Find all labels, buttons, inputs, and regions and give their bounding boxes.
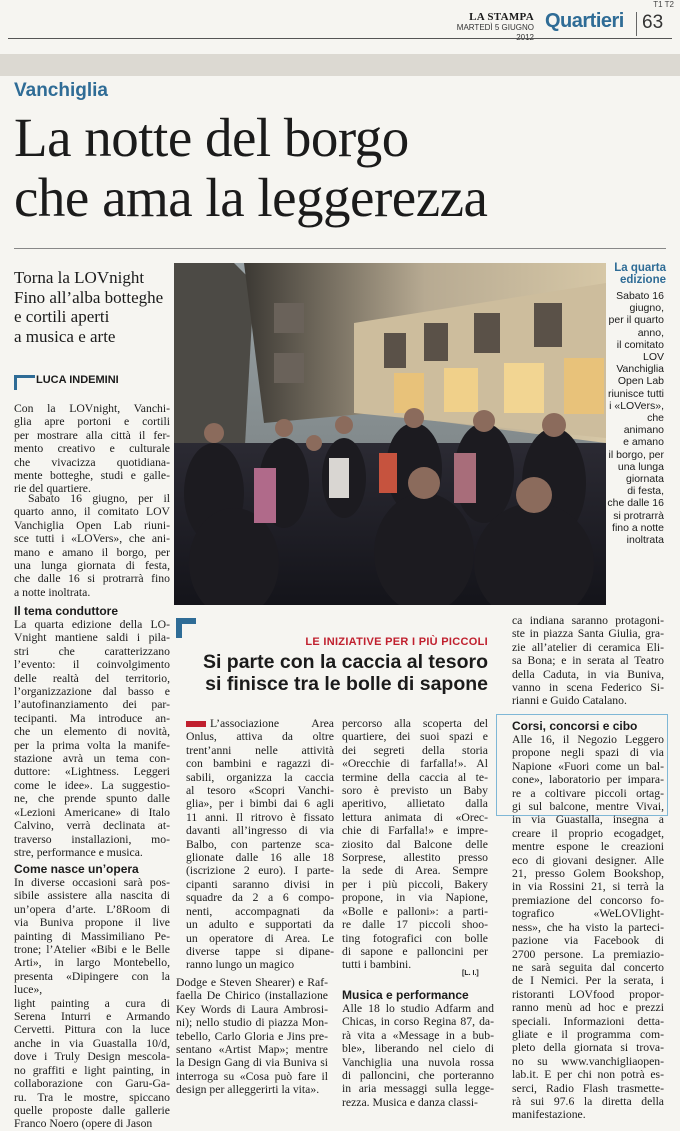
text-line: l’organizzazione dal basso e: [14, 685, 170, 699]
text-line: trone; l’Atelier «Bibi e le Belle: [14, 943, 170, 957]
header-divider: [636, 12, 637, 36]
section-name: Quartieri: [545, 10, 624, 32]
text-line: quartiere, dei suoi spazi e: [342, 730, 488, 744]
text-line: giugno,: [629, 302, 664, 315]
text-line: la sede di Area. Sempre: [342, 864, 488, 878]
text-line: «Bolle e palloni»: a parti-: [342, 904, 488, 918]
article-column-1-p4: [14, 876, 170, 1131]
text-line: re a coltivare piccoli ortag-: [512, 786, 664, 800]
text-line: ziosito dal Balcone delle: [342, 837, 488, 851]
sidebar-headline-line: Si parte con la caccia al tesoro: [202, 651, 488, 673]
sidebar-kicker: LE INIZIATIVE PER I PIÙ PICCOLI: [305, 636, 488, 648]
subhead-line: a musica e arte: [14, 326, 116, 346]
newspaper-name: LA STAMPA: [469, 11, 534, 23]
subhead-line: Torna la LOVnight: [14, 268, 145, 287]
text-line: Vnight mantiene saldi i pila-: [14, 631, 170, 645]
text-line: ru. Tra le mostre, spiccano: [14, 1090, 170, 1104]
text-line: diverse tappe si dipane-: [186, 944, 334, 958]
text-line: Serena Inturri e Armando: [14, 1010, 170, 1024]
article-kicker: Vanchiglia: [14, 80, 108, 101]
text-line: con bambini e ragazzi di-: [186, 757, 334, 771]
text-line: propone negli spazi di via: [512, 746, 664, 760]
text-line: L’associazione Area: [210, 717, 334, 730]
text-line: in via Rossini 21, si terrà la: [512, 880, 664, 894]
text-line: di palloncini, che porteranno: [342, 1069, 494, 1083]
text-line: Con la LOVnight, Vanchi-: [14, 402, 170, 415]
text-line: de I Nemici. Per la serata, i: [512, 974, 664, 988]
text-line: ca indiana saranno protagoni-: [512, 614, 664, 627]
text-line: lettura animata di «Orec-: [342, 810, 488, 824]
text-line: un adulto e supportati da: [186, 918, 334, 932]
caption-text: [604, 290, 664, 546]
text-line: Dodge e Steven Shearer) e Raf-: [176, 976, 328, 989]
text-line: 21, presso Golem Bookshop,: [512, 867, 664, 881]
text-line: ne, che prende spunto dalle: [14, 792, 170, 806]
text-line: Alle 18 lo studio Adfarm and: [342, 1002, 494, 1015]
text-line: Sabato 16: [616, 290, 664, 302]
text-line: LOV: [642, 351, 664, 364]
text-line: di sapone e palloncini per: [342, 944, 488, 958]
text-line: interroga su «Cosa può fare il: [176, 1069, 328, 1083]
text-line: delle realtà del territorio,: [14, 671, 170, 685]
text-line: ste in piazza Santa Giulia, gra-: [512, 627, 664, 641]
text-line: in aria messaggi sulla legge-: [342, 1082, 494, 1096]
text-line: no su www.vanchigliaopen-: [512, 1054, 664, 1068]
text-line: Vanchiglia Open Lab riuni-: [14, 518, 170, 532]
page-code: T1 T2: [653, 0, 674, 9]
text-line: al tesoro «Scopri Vanchi-: [186, 784, 334, 798]
text-line: riunisce tutti: [607, 387, 664, 400]
sidebar-signature: [L. I.]: [462, 970, 479, 977]
sidebar-headline-line: si finisce tra le bolle di sapone: [205, 673, 488, 695]
text-line: ranno menù ad hoc e prezzi: [512, 1001, 664, 1015]
text-line: Sabato 16 giugno, per il: [28, 492, 170, 505]
text-line: pazione via Facebook di: [512, 934, 664, 948]
text-line: Vanchiglia una nuvola rossa: [342, 1055, 494, 1069]
text-line: Vanchiglia: [616, 363, 664, 376]
text-line: creare il proprio ecogadget,: [512, 826, 664, 840]
caption-title: [608, 262, 666, 286]
text-line: della Caduta, in via Buniva,: [512, 667, 664, 681]
text-line: l’evento: il coinvolgimento: [14, 658, 170, 672]
article-photo: [174, 263, 606, 605]
text-line: 2700 persone. La premiazio-: [512, 947, 664, 961]
text-line: per la prima volta la manife-: [14, 738, 170, 752]
text-line: Key Words di Laura Ambrosi-: [176, 1002, 328, 1016]
text-line: di festa,: [627, 485, 664, 498]
article-column-3: [342, 1002, 494, 1109]
text-line: chie di Farfalla!» e impre-: [342, 824, 488, 838]
text-line: Arti», in largo Montebello,: [14, 956, 170, 970]
text-line: tecipanti. Ma introduce an-: [14, 711, 170, 725]
text-line: re dalle 17 piccoli shoo-: [342, 918, 488, 932]
text-line: sabili, organizza la caccia: [186, 770, 334, 784]
text-line: mentre espone le creazioni: [512, 840, 664, 854]
text-line: ne sarà seguita dal concerto: [512, 960, 664, 974]
text-line: aperitivo, allietato dalla: [342, 797, 488, 811]
text-line: eco di giovani designer. Alle: [512, 853, 664, 867]
text-line: un operatore di Area. Le: [186, 931, 334, 945]
text-line: tografico «WeLOVlight-: [512, 907, 664, 921]
text-line: che vivacizza quotidiana-: [14, 455, 170, 469]
text-line: La quarta: [614, 262, 666, 274]
text-line: termine della caccia al te-: [342, 770, 488, 784]
text-line: trent’anni nelle attività: [186, 743, 334, 757]
text-line: Balbo, con partenze sca-: [186, 837, 334, 851]
text-line: anno,: [637, 326, 664, 339]
issue-date: MARTEDÌ 5 GIUGNO: [456, 23, 534, 32]
subheading-corsi: Corsi, concorsi e cibo: [512, 719, 638, 733]
text-line: In diverse occasioni sarà pos-: [14, 876, 170, 889]
text-line: Onlus, attiva da oltre: [186, 730, 334, 744]
subheading-tema: Il tema conduttore: [14, 604, 119, 618]
byline-mark: [14, 375, 35, 390]
text-line: traverso installazioni, mo-: [14, 832, 170, 846]
top-band: [0, 54, 680, 76]
text-line: propone, in via Napione,: [342, 891, 488, 905]
text-line: pleto della giornata si trova-: [512, 1041, 664, 1055]
text-line: cone», laboratorio per impara-: [512, 773, 664, 787]
subhead-line: Fino all’alba botteghe: [14, 287, 164, 307]
text-line: gliate e il programma com-: [512, 1027, 664, 1041]
text-line: glia», per i bimbi dai 6 agli: [186, 797, 334, 811]
text-line: painting di Massimiliano Pe-: [14, 929, 170, 943]
text-line: no graffiti e light painting, in: [14, 1063, 170, 1077]
text-line: mento creativo e culturale: [14, 442, 170, 456]
text-line: ni); nello studio di piazza Mon-: [176, 1016, 328, 1030]
text-line: nenti, accompagnati da: [186, 904, 334, 918]
article-column-1-p2: [14, 492, 170, 599]
text-line: ness», che ha visto la parteci-: [512, 920, 664, 934]
text-line: sa Bona; e in serata al Teatro: [512, 654, 664, 668]
text-line: inoltrata: [626, 534, 664, 547]
article-subhead: [14, 268, 174, 346]
text-line: giornata: [626, 473, 664, 486]
text-line: una lunga: [617, 460, 664, 473]
byline: LUCA INDEMINI: [36, 374, 119, 386]
text-line: Napione «Fuori come un bal-: [512, 759, 664, 773]
text-line: si protrarrà: [613, 509, 664, 522]
text-line: anche in via Guastalla 10/d,: [14, 1036, 170, 1050]
crowd-street-photo: [174, 263, 606, 605]
headline-line: che ama la leggerezza: [14, 167, 488, 228]
text-line: presenta «Dipingere con la luce»,: [14, 969, 170, 997]
text-line: l’autofinanziamento dei par-: [14, 698, 170, 712]
text-line: il comitato: [616, 338, 664, 351]
text-line: rianni e Guido Catalano.: [512, 694, 627, 708]
text-line: squadre da 2 a 6 compo-: [186, 891, 334, 905]
text-line: via Buniva propone il live: [14, 916, 170, 930]
text-line: quarto anno, il comitato LOV: [14, 505, 170, 519]
box-corner-mark: [176, 618, 196, 638]
text-line: Cervetti. Pittura con la luce: [14, 1023, 170, 1037]
text-line: stri che caratterizzano: [14, 644, 170, 658]
text-line: tebello, Carlo Gloria e Jins pre-: [176, 1029, 328, 1043]
text-line: la Design Gang di via Buniva si: [176, 1056, 328, 1070]
text-line: rà vita a «Message in a bub-: [342, 1028, 494, 1042]
text-line: dei segreti della storia: [342, 743, 488, 757]
text-line: zie all’atelier di ceramica Eli-: [512, 640, 664, 654]
text-line: ranno lungo un magico: [186, 958, 295, 972]
article-column-1: [14, 402, 170, 496]
text-line: mano e amano il borgo, per: [14, 545, 170, 559]
text-line: soro è previsto un Baby: [342, 784, 488, 798]
text-line: un’opera d’arte. L’8Room di: [14, 902, 170, 916]
text-line: percorso alla scoperta del: [342, 717, 488, 730]
text-line: davanti all’ingresso di via: [186, 824, 334, 838]
article-column-2: [176, 976, 328, 1097]
text-line: lab.it. E per chi non potrà es-: [512, 1068, 664, 1082]
text-line: per mostrare alla città il fer-: [14, 428, 170, 442]
text-line: e amano: [623, 436, 664, 449]
text-line: come le idee». La suggestio-: [14, 778, 170, 792]
text-line: una lunga giornata di festa,: [14, 559, 170, 573]
text-line: tutti i bambini.: [342, 958, 412, 972]
text-line: Open Lab: [617, 375, 664, 388]
text-line: glia apre portoni e cortili: [14, 415, 170, 429]
headline-rule: [14, 248, 666, 249]
text-line: i «LOVers»,: [609, 399, 664, 412]
text-line: sibile assistere alla nascita di: [14, 889, 170, 903]
text-line: serci, Radio Flash trasmette-: [512, 1081, 664, 1095]
subheading-musica: Musica e performance: [342, 988, 469, 1002]
text-line: che animano: [623, 412, 664, 437]
text-line: light painting a cura di: [14, 996, 170, 1010]
text-line: per il quarto: [608, 314, 664, 327]
text-line: Franco Noero (opere di Jason: [14, 1117, 153, 1131]
text-line: «Lezioni Americane» di Italo: [14, 805, 170, 819]
article-column-1-p3: [14, 618, 170, 859]
text-line: faella De Chirico (installazione: [176, 989, 328, 1003]
article-column-4-top: [512, 614, 664, 708]
text-line: glionate dalle 16 alle 18: [186, 851, 334, 865]
subhead-line: e cortili aperti: [14, 307, 110, 326]
text-line: Alle 16, il Negozio Leggero: [512, 733, 664, 746]
text-line: cipanti saranno divisi in: [186, 877, 334, 891]
text-line: che un elemento di novità,: [14, 725, 170, 739]
text-line: premiazione del concorso fo-: [512, 893, 664, 907]
sidebar-headline: [182, 651, 488, 695]
sidebar-column-2: [342, 717, 488, 972]
text-line: 11 anni. Il ritrovo è fissato: [186, 810, 334, 824]
text-line: Calvino, verrà declinata at-: [14, 819, 170, 833]
sidebar-column-1: [186, 717, 334, 972]
text-line: stazione avrà un tema con-: [14, 752, 170, 766]
text-line: speciali. Informazioni detta-: [512, 1014, 664, 1028]
text-line: Sorprese, allestito presso: [342, 851, 488, 865]
text-line: fino a notte: [612, 521, 664, 534]
text-line: manifestazione.: [512, 1108, 586, 1122]
text-line: per i più piccoli, Bakery: [342, 877, 488, 891]
text-line: rie del quartiere.: [14, 482, 91, 496]
text-line: stre, performance e musica.: [14, 845, 143, 859]
page-number: 63: [642, 12, 664, 33]
text-line: (iscrizione 2 euro). I parte-: [186, 864, 334, 878]
text-line: in via Guastalla, insegna a: [512, 813, 664, 827]
text-line: Chicas, in corso Regina 87, da-: [342, 1015, 494, 1029]
text-line: ting fotografici con bolle: [342, 931, 488, 945]
text-line: vanno in scena Federico Si-: [512, 681, 664, 695]
text-line: rà sui 97.6 la diretta della: [512, 1094, 664, 1108]
text-line: rezza. Musica e danza classi-: [342, 1095, 478, 1109]
text-line: dove i Truly Design mescola-: [14, 1050, 170, 1064]
header-rule: [8, 38, 672, 39]
text-line: La quarta edizione della LO-: [14, 618, 170, 631]
text-line: duttore: «Lightness. Leggeri: [14, 765, 170, 779]
text-line: a notte inoltrata.: [14, 585, 91, 599]
article-column-4: [512, 733, 664, 1122]
text-line: collaborazione con Garu-Ga-: [14, 1077, 170, 1091]
text-line: «Orecchie di farfalla!». Al: [342, 757, 488, 771]
text-line: mente botteghe, studi e galle-: [14, 469, 170, 483]
headline-line: La notte del borgo: [14, 107, 409, 168]
text-line: ble», liberando nel cielo di: [342, 1042, 494, 1056]
text-line: ristoranti LOVfood propor-: [512, 987, 664, 1001]
text-line: quelle proposte dalle gallerie: [14, 1103, 170, 1117]
text-line: design per alleggerirti la vita».: [176, 1083, 320, 1097]
text-line: il borgo, per: [608, 448, 664, 461]
subheading-opera: Come nasce un’opera: [14, 862, 139, 876]
text-line: gi sul balcone, mentre Vivai,: [512, 800, 664, 814]
article-headline: [14, 108, 674, 228]
text-line: che dalle 16: [607, 497, 664, 510]
text-line: che dalle 16 si protrarrà fino: [14, 572, 170, 586]
text-line: sce tutti i «LOVers», che ani-: [14, 532, 170, 546]
text-line: sentano «Artist Map»; mentre: [176, 1043, 328, 1057]
text-line: edizione: [619, 274, 666, 286]
